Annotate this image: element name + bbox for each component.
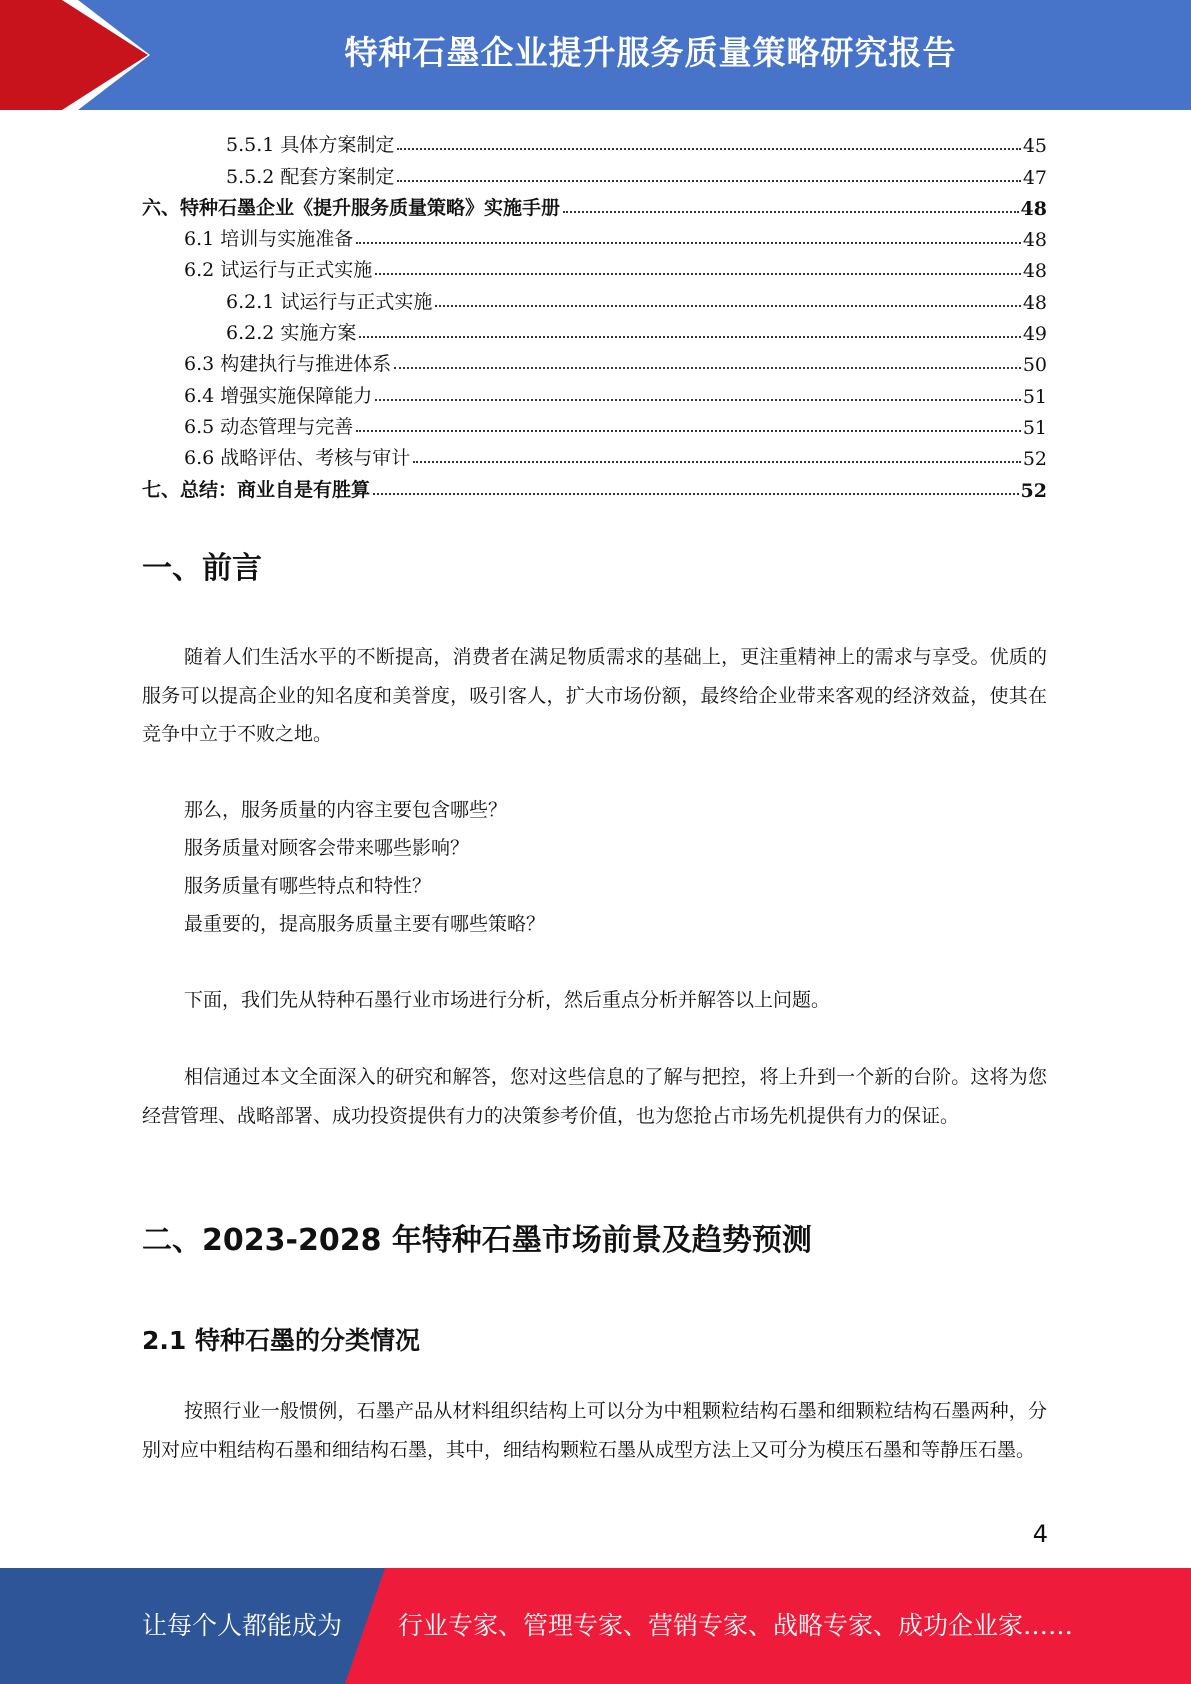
toc-entry-label: 6.5 动态管理与完善: [184, 415, 354, 438]
footer-slogan-right: 行业专家、管理专家、营销专家、战略专家、成功企业家……: [398, 1611, 1074, 1640]
toc-entry[interactable]: [142, 345, 1047, 376]
toc-dot-leader: [356, 430, 1021, 432]
toc-entry-label: 6.4 增强实施保障能力: [184, 384, 373, 407]
page-footer: [0, 1568, 1191, 1684]
toc-entry[interactable]: [142, 408, 1047, 439]
toc-entry-page: 47: [1022, 166, 1047, 189]
toc-dot-leader: [375, 399, 1021, 401]
toc-entry-page: 50: [1022, 354, 1047, 377]
toc-dot-leader: [397, 148, 1020, 150]
toc-entry[interactable]: [142, 220, 1047, 251]
preface-paragraph-3: 相信通过本文全面深入的研究和解答，您对这些信息的了解与把控，将上升到一个新的台阶。这将为您经营管理、战略部署、成功投资提供有力的决策参考价值，也为您抢占市场先机提供有力的保证。: [142, 1066, 1047, 1127]
toc-entry-page: 45: [1022, 135, 1047, 158]
toc-entry[interactable]: [142, 470, 1047, 501]
section-heading-market-forecast: 二、2023-2028 年特种石墨市场前景及趋势预测: [142, 1223, 812, 1258]
toc-entry[interactable]: [142, 251, 1047, 282]
toc-entry[interactable]: [142, 314, 1047, 345]
toc-dot-leader: [413, 461, 1021, 463]
toc-entry-label: 6.2.2 实施方案: [226, 322, 357, 345]
toc-dot-leader: [563, 211, 1019, 213]
toc-dot-leader: [359, 336, 1020, 338]
preface-question-4: 最重要的，提高服务质量主要有哪些策略？: [184, 913, 546, 935]
report-title: 特种石墨企业提升服务质量策略研究报告: [344, 33, 957, 72]
section-heading-preface: 一、前言: [142, 551, 262, 586]
subsection-heading-classification: 2.1 特种石墨的分类情况: [142, 1326, 420, 1355]
toc-entry[interactable]: [142, 126, 1047, 157]
toc-entry[interactable]: [142, 439, 1047, 470]
toc-dot-leader: [373, 493, 1019, 495]
toc-entry-label: 六、特种石墨企业《提升服务质量策略》实施手册: [142, 196, 561, 219]
toc-entry-label: 5.5.2 配套方案制定: [226, 165, 395, 188]
toc-entry[interactable]: [142, 189, 1047, 220]
footer-slogan-left: 让每个人都能成为: [142, 1611, 343, 1640]
toc-entry[interactable]: [142, 376, 1047, 407]
page-number: 4: [1032, 1520, 1048, 1548]
toc-entry-label: 6.2 试运行与正式实施: [184, 259, 373, 282]
toc-entry-page: 49: [1022, 323, 1047, 346]
table-of-contents: [142, 126, 1047, 502]
page-header: [0, 0, 1191, 110]
classification-paragraph: 按照行业一般惯例，石墨产品从材料组织结构上可以分为中粗颗粒结构石墨和细颗粒结构石墨两种，分别对应中粗结构石墨和细结构石墨，其中，细结构颗粒石墨从成型方法上又可分为模压石墨和等静压石墨。: [142, 1400, 1047, 1461]
toc-entry[interactable]: [142, 157, 1047, 188]
toc-entry-label: 6.3 构建执行与推进体系: [184, 353, 392, 376]
toc-entry-label: 6.2.1 试运行与正式实施: [226, 290, 433, 313]
preface-paragraph-1: 随着人们生活水平的不断提高，消费者在满足物质需求的基础上，更注重精神上的需求与享受。优质的服务可以提高企业的知名度和美誉度，吸引客人，扩大市场份额，最终给企业带来客观的经济效益，使其在竞争中立于不败之地。: [142, 646, 1047, 745]
toc-entry-page: 48: [1020, 197, 1047, 220]
toc-entry-label: 6.6 战略评估、考核与审计: [184, 447, 411, 470]
toc-entry-label: 6.1 培训与实施准备: [184, 228, 354, 251]
toc-entry-page: 51: [1022, 385, 1047, 408]
toc-entry-page: 48: [1022, 229, 1047, 252]
toc-entry[interactable]: [142, 282, 1047, 313]
preface-question-3: 服务质量有哪些特点和特性？: [184, 875, 432, 897]
toc-entry-page: 52: [1020, 479, 1047, 502]
toc-dot-leader: [435, 305, 1020, 307]
toc-entry-page: 48: [1022, 291, 1047, 314]
toc-dot-leader: [375, 273, 1021, 275]
preface-paragraph-2: 下面，我们先从特种石墨行业市场进行分析，然后重点分析并解答以上问题。: [184, 989, 831, 1011]
toc-entry-page: 52: [1022, 448, 1047, 471]
toc-dot-leader: [397, 180, 1020, 182]
toc-dot-leader: [394, 367, 1021, 369]
toc-dot-leader: [356, 242, 1021, 244]
toc-entry-label: 5.5.1 具体方案制定: [226, 134, 395, 157]
toc-entry-page: 48: [1022, 260, 1047, 283]
toc-entry-page: 51: [1022, 416, 1047, 439]
toc-entry-label: 七、总结：商业自是有胜算: [142, 478, 371, 501]
preface-question-2: 服务质量对顾客会带来哪些影响？: [184, 837, 470, 859]
preface-question-1: 那么，服务质量的内容主要包含哪些？: [184, 799, 508, 821]
